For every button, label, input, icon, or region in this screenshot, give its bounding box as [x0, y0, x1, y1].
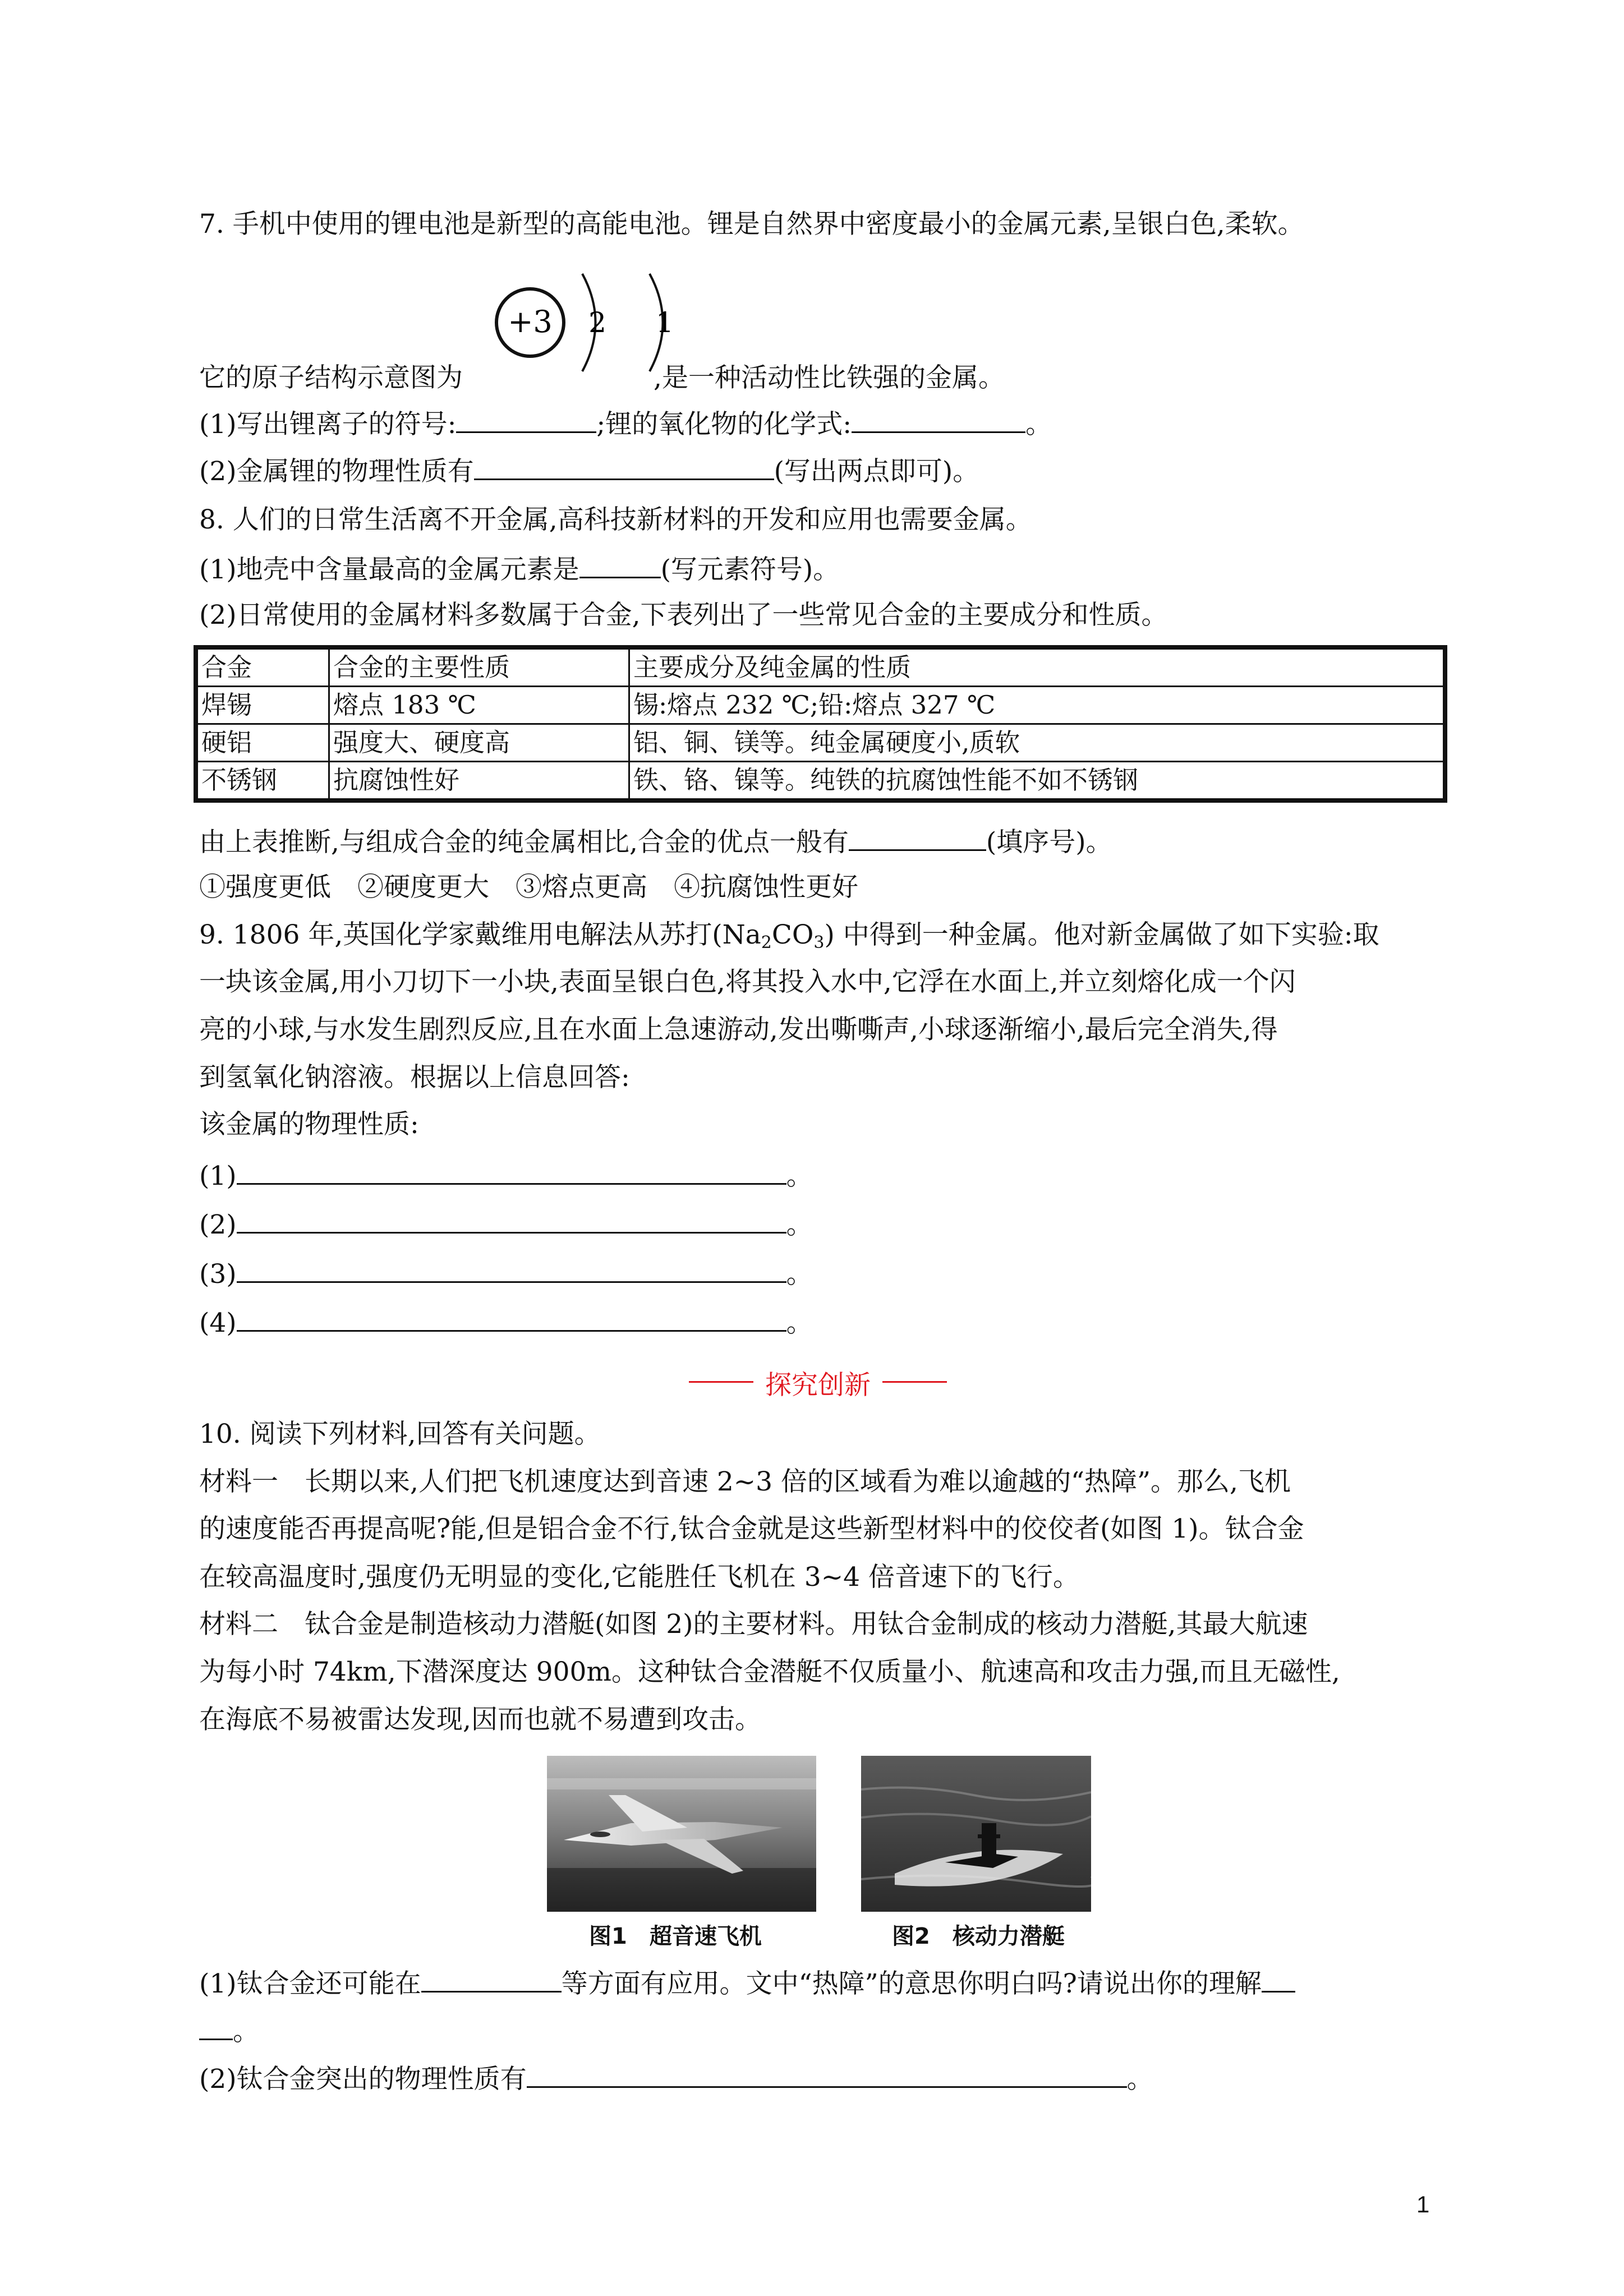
lithium-atom-diagram	[494, 269, 684, 376]
q10-part1-end: 。	[233, 2016, 259, 2047]
shell1-electrons: 2	[588, 306, 606, 339]
table-cell: 强度大、硬度高	[329, 724, 629, 762]
q8-part2: (2)日常使用的金属材料多数属于合金,下表列出了一些常见合金的主要成分和性质。	[199, 600, 1168, 631]
titanium-application-answer-blank[interactable]	[421, 1965, 562, 1993]
answer-end: 。	[786, 1161, 813, 1191]
q10-part1-text: (1)钛合金还可能在	[199, 1968, 421, 1999]
answer-number: (1)	[199, 1161, 237, 1191]
q7-part2-text: (2)金属锂的物理性质有	[199, 456, 474, 487]
q9-answer-4	[199, 1304, 813, 1340]
property-answer-blank[interactable]	[237, 1206, 786, 1234]
q9-line2: 一块该金属,用小刀切下一小块,表面呈银白色,将其投入水中,它浮在水面上,并立刻熔化成一个闪	[199, 967, 1296, 997]
q7-part2-end: (写出两点即可)。	[774, 456, 979, 487]
q9-line1-b: CO	[771, 919, 814, 950]
q10-material2-line1: 材料二 钛合金是制造核动力潜艇(如图 2)的主要材料。用钛合金制成的核动力潜艇,其最大航速	[199, 1609, 1308, 1640]
answer-end: 。	[786, 1259, 813, 1290]
q8-part1-end: (写元素符号)。	[660, 554, 840, 585]
q9-line1	[199, 918, 1379, 960]
section-rule-left	[689, 1381, 753, 1383]
li-properties-answer-blank[interactable]	[474, 453, 774, 480]
q10-line1: 10. 阅读下列材料,回答有关问题。	[199, 1419, 601, 1450]
property-answer-blank[interactable]	[237, 1157, 786, 1185]
q8-inference	[199, 823, 1112, 859]
q8-inference-end: (填序号)。	[986, 827, 1112, 858]
table-header-cell: 主要成分及纯金属的性质	[629, 647, 1446, 687]
property-answer-blank[interactable]	[237, 1255, 786, 1283]
table-cell: 铝、铜、镁等。纯金属硬度小,质软	[629, 724, 1446, 762]
q10-part2-text: (2)钛合金突出的物理性质有	[199, 2064, 527, 2095]
answer-number: (4)	[199, 1308, 237, 1338]
q9-line1-a: 9. 1806 年,英国化学家戴维用电解法从苏打(Na	[199, 919, 761, 950]
alloy-advantage-answer-blank[interactable]	[849, 823, 986, 851]
heat-barrier-answer-blank-cont[interactable]	[199, 2013, 233, 2040]
q9-line1-c: ) 中得到一种金属。他对新金属做了如下实验:取	[824, 919, 1379, 950]
q9-answer-2	[199, 1206, 813, 1242]
table-cell: 熔点 183 ℃	[329, 687, 629, 724]
table-cell: 锡:熔点 232 ℃;铅:熔点 327 ℃	[629, 687, 1446, 724]
table-cell: 铁、铬、镍等。纯铁的抗腐蚀性能不如不锈钢	[629, 762, 1446, 801]
page-number: 1	[1416, 2191, 1430, 2217]
table-header-cell: 合金	[196, 647, 329, 687]
table-cell: 抗腐蚀性好	[329, 762, 629, 801]
q8-part1-text: (1)地壳中含量最高的金属元素是	[199, 554, 579, 585]
q10-material2-line2: 为每小时 74km,下潜深度达 900m。这种钛合金潜艇不仅质量小、航速高和攻击力强,而且无磁性,	[199, 1657, 1340, 1687]
table-cell: 不锈钢	[196, 762, 329, 801]
section-rule-right	[882, 1381, 947, 1383]
q8-options: ①强度更低 ②硬度更大 ③熔点更高 ④抗腐蚀性更好	[199, 872, 858, 903]
li-oxide-answer-blank[interactable]	[852, 406, 1025, 433]
heat-barrier-answer-blank[interactable]	[1262, 1965, 1295, 1993]
answer-end: 。	[786, 1209, 813, 1240]
shell2-electrons: 1	[656, 306, 674, 339]
li-ion-answer-blank[interactable]	[456, 406, 596, 433]
answer-number: (2)	[199, 1209, 237, 1240]
answer-number: (3)	[199, 1259, 237, 1290]
figure1-caption: 图1 超音速飞机	[589, 1924, 762, 1949]
alloy-properties-table	[194, 645, 1447, 803]
q7-line2-post: ,是一种活动性比铁强的金属。	[654, 362, 1005, 393]
q9-line3: 亮的小球,与水发生剧烈反应,且在水面上急速游动,发出嘶嘶声,小球逐渐缩小,最后完全消失,得	[199, 1014, 1278, 1045]
metal-element-answer-blank[interactable]	[579, 551, 661, 578]
q7-part1-text2: ;锂的氧化物的化学式:	[596, 409, 852, 440]
q7-line1: 7. 手机中使用的锂电池是新型的高能电池。锂是自然界中密度最小的金属元素,呈银白色,柔软。	[199, 209, 1304, 240]
subscript: 2	[761, 933, 772, 953]
q8-part1	[199, 551, 839, 587]
q8-inference-text: 由上表推断,与组成合金的纯金属相比,合金的优点一般有	[199, 827, 849, 858]
q7-line2-pre: 它的原子结构示意图为	[199, 362, 463, 393]
table-row	[196, 687, 1445, 724]
q10-material1-line2: 的速度能否再提高呢?能,但是铝合金不行,钛合金就是这些新型材料中的佼佼者(如图 1)。钛合金	[199, 1513, 1304, 1544]
q7-part1-text: (1)写出锂离子的符号:	[199, 409, 457, 440]
answer-end: 。	[786, 1308, 813, 1338]
table-cell: 硬铝	[196, 724, 329, 762]
q9-answer-1	[199, 1157, 813, 1193]
q9-line5: 该金属的物理性质:	[199, 1109, 419, 1140]
q7-part1	[199, 406, 1052, 441]
titanium-properties-answer-blank[interactable]	[527, 2060, 1127, 2088]
q9-answer-3	[199, 1255, 813, 1291]
section-title: 探究创新	[765, 1370, 871, 1401]
q10-part1-text2: 等方面有应用。文中“热障”的意思你明白吗?请说出你的理解	[561, 1968, 1262, 1999]
section-heading	[689, 1364, 947, 1401]
nucleus-charge: +3	[508, 304, 553, 339]
property-answer-blank[interactable]	[237, 1304, 786, 1332]
q10-part1	[199, 1965, 1295, 2001]
nuclear-submarine-image	[861, 1756, 1091, 1912]
q10-material1-line3: 在较高温度时,强度仍无明显的变化,它能胜任飞机在 3~4 倍音速下的飞行。	[199, 1562, 1079, 1593]
q10-material2-line3: 在海底不易被雷达发现,因而也就不易遭到攻击。	[199, 1704, 761, 1735]
table-row	[196, 762, 1445, 801]
q10-part2-end: 。	[1126, 2064, 1153, 2095]
table-row	[196, 724, 1445, 762]
q8-line1: 8. 人们的日常生活离不开金属,高科技新材料的开发和应用也需要金属。	[199, 504, 1032, 535]
subscript: 3	[813, 933, 825, 953]
figure2-caption: 图2 核动力潜艇	[892, 1924, 1065, 1949]
table-header-cell: 合金的主要性质	[329, 647, 629, 687]
q10-part1-cont	[199, 2013, 259, 2049]
supersonic-aircraft-image	[547, 1756, 816, 1912]
table-cell: 焊锡	[196, 687, 329, 724]
q10-part2	[199, 2060, 1153, 2096]
q7-part2	[199, 453, 979, 489]
q9-line4: 到氢氧化钠溶液。根据以上信息回答:	[199, 1062, 630, 1093]
q10-material1-line1: 材料一 长期以来,人们把飞机速度达到音速 2~3 倍的区域看为难以逾越的“热障”。那么,飞机	[199, 1466, 1291, 1497]
q7-part1-end: 。	[1025, 409, 1052, 440]
q7-line2	[199, 361, 1005, 395]
table-header-row	[196, 647, 1445, 687]
